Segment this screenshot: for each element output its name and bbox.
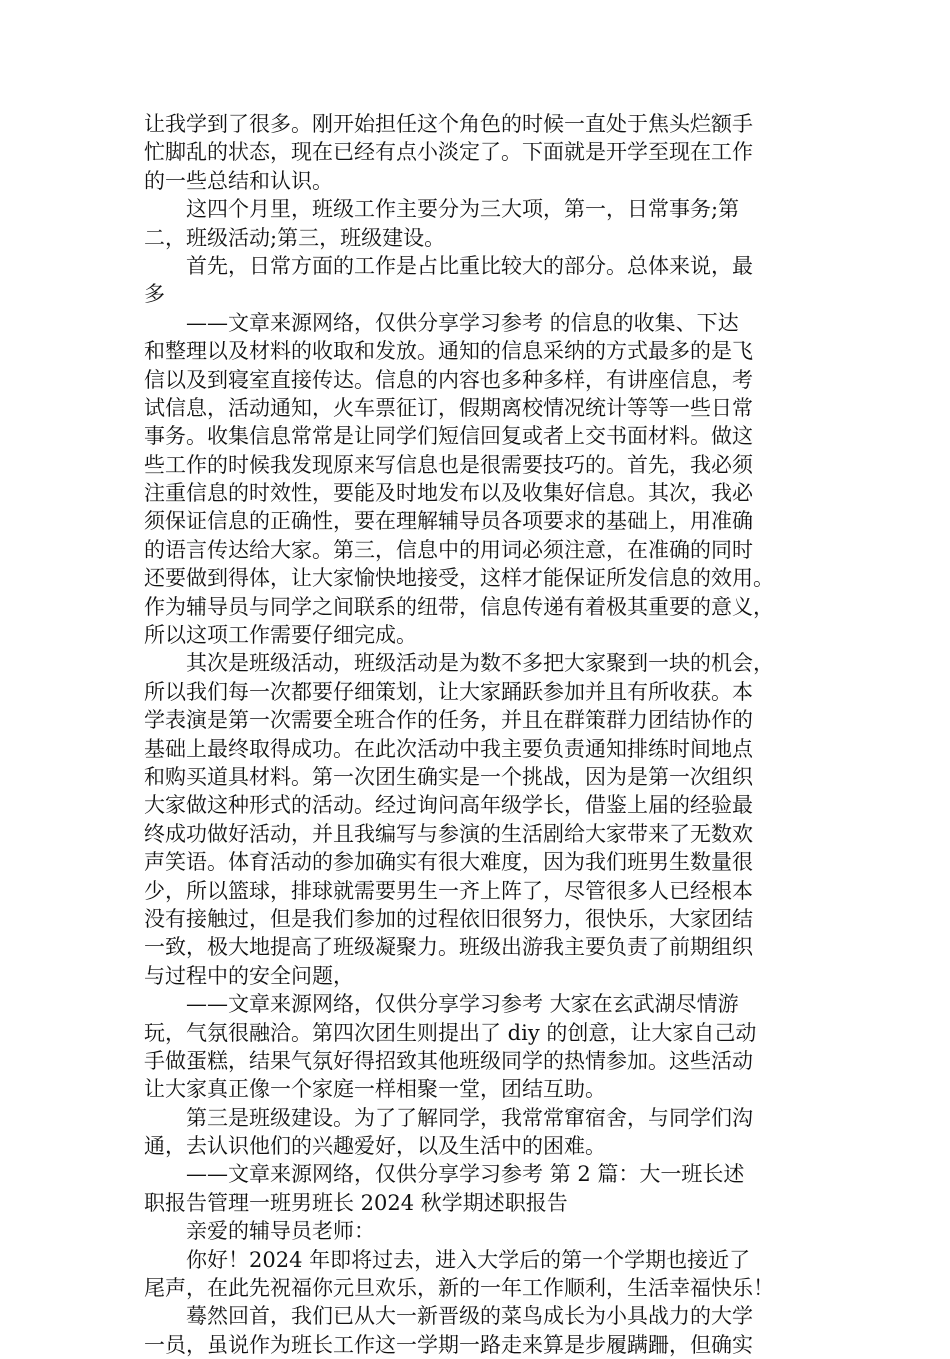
text-line: 声笑语。体育活动的参加确实有很大难度，因为我们班男生数量很 [144, 850, 753, 875]
text-line: 和购买道具材料。第一次团生确实是一个挑战，因为是第一次组织 [144, 764, 753, 789]
text-line: 一致，极大地提高了班级凝聚力。班级出游我主要负责了前期组织 [144, 935, 753, 960]
text-line: 其次是班级活动，班级活动是为数不多把大家聚到一块的机会， [144, 651, 774, 676]
text-line: 职报告管理一班男班长 2024 秋学期述职报告 [144, 1190, 568, 1215]
text-line: 多 [144, 282, 165, 307]
text-line: 的一些总结和认识。 [144, 168, 333, 193]
text-line: 亲爱的辅导员老师： [144, 1219, 375, 1244]
text-line: 通，去认识他们的兴趣爱好，以及生活中的困难。 [144, 1134, 606, 1159]
text-line: 还要做到得体，让大家愉快地接受，这样才能保证所发信息的效用。 [144, 566, 774, 591]
text-line: 和整理以及材料的收取和发放。通知的信息采纳的方式最多的是飞 [144, 339, 753, 364]
text-line: 注重信息的时效性，要能及时地发布以及收集好信息。其次，我必 [144, 481, 753, 506]
text-line: 让大家真正像一个家庭一样相聚一堂，团结互助。 [144, 1077, 606, 1102]
text-line: 基础上最终取得成功。在此次活动中我主要负责通知排练时间地点 [144, 736, 753, 761]
text-line: 让我学到了很多。刚开始担任这个角色的时候一直处于焦头烂额手 [144, 112, 753, 136]
text-line: 所以这项工作需要仔细完成。 [144, 623, 417, 648]
text-line: 学表演是第一次需要全班合作的任务，并且在群策群力团结协作的 [144, 708, 753, 733]
text-line: 信以及到寝室直接传达。信息的内容也多种多样，有讲座信息，考 [144, 367, 753, 392]
text-line: ——文章来源网络，仅供分享学习参考 第 2 篇：大一班长述 [144, 1162, 745, 1187]
text-line: ——文章来源网络，仅供分享学习参考 大家在玄武湖尽情游 [144, 992, 739, 1017]
text-line: 玩，气氛很融洽。第四次团生则提出了 diy 的创意，让大家自己动 [144, 1020, 757, 1045]
text-line: 这四个月里，班级工作主要分为三大项，第一，日常事务;第 [144, 197, 740, 222]
text-line: 些工作的时候我发现原来写信息也是很需要技巧的。首先，我必须 [144, 452, 753, 477]
text-line: 少，所以篮球，排球就需要男生一齐上阵了，尽管很多人已经根本 [144, 878, 753, 903]
text-line: 终成功做好活动，并且我编写与参演的生活剧给大家带来了无数欢 [144, 821, 753, 846]
text-line: 事务。收集信息常常是让同学们短信回复或者上交书面材料。做这 [144, 424, 753, 449]
text-line: 试信息，活动通知，火车票征订，假期离校情况统计等等一些日常 [144, 395, 753, 420]
text-line: 大家做这种形式的活动。经过询问高年级学长，借鉴上届的经验最 [144, 793, 753, 818]
text-line: 手做蛋糕，结果气氛好得招致其他班级同学的热情参加。这些活动 [144, 1048, 753, 1073]
text-line: 首先，日常方面的工作是占比重比较大的部分。总体来说，最 [144, 253, 753, 278]
text-line: 二，班级活动;第三，班级建设。 [144, 225, 446, 250]
text-line: 蓦然回首，我们已从大一新晋级的菜鸟成长为小具战力的大学 [144, 1304, 753, 1329]
text-line: 第三是班级建设。为了了解同学，我常常窜宿舍，与同学们沟 [144, 1105, 753, 1130]
text-line: 须保证信息的正确性，要在理解辅导员各项要求的基础上，用准确 [144, 509, 753, 534]
text-line: 一员，虽说作为班长工作这一学期一路走来算是步履蹒跚，但确实 [144, 1332, 753, 1357]
text-line: 与过程中的安全问题， [144, 963, 354, 988]
text-line: 没有接触过，但是我们参加的过程依旧很努力，很快乐，大家团结 [144, 906, 753, 931]
text-line: 所以我们每一次都要仔细策划，让大家踊跃参加并且有所收获。本 [144, 679, 753, 704]
text-line: 忙脚乱的状态，现在已经有点小淡定了。下面就是开学至现在工作 [144, 140, 753, 165]
text-line: 的语言传达给大家。第三，信息中的用词必须注意，在准确的同时 [144, 537, 753, 562]
document-body [144, 110, 824, 1359]
text-line: 作为辅导员与同学之间联系的纽带，信息传递有着极其重要的意义， [144, 594, 774, 619]
text-line: ——文章来源网络，仅供分享学习参考 的信息的收集、下达 [144, 310, 739, 335]
text-line: 你好！2024 年即将过去，进入大学后的第一个学期也接近了 [144, 1247, 751, 1272]
text-line: 尾声，在此先祝福你元旦欢乐，新的一年工作顺利，生活幸福快乐！ [144, 1276, 774, 1301]
